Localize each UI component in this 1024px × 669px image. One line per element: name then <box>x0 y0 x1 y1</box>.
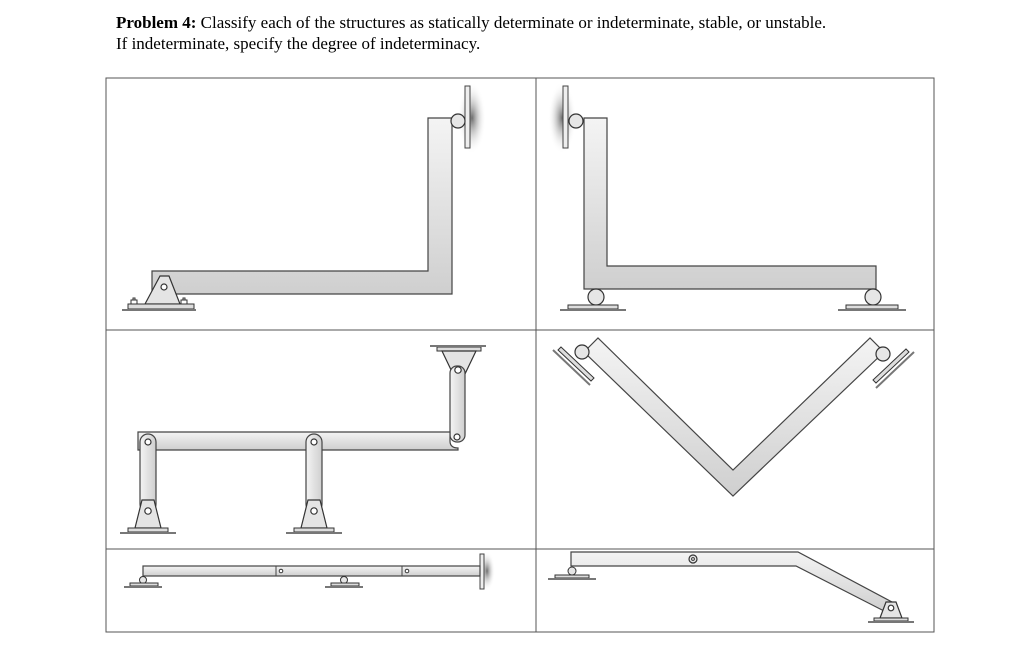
panel-a <box>122 82 486 310</box>
roller <box>140 577 147 584</box>
internal-hinge <box>279 569 283 573</box>
base-plate <box>568 305 618 309</box>
l-frame-member <box>152 118 452 294</box>
panel-b <box>548 82 906 310</box>
pin <box>145 508 151 514</box>
roller <box>568 567 576 575</box>
base-plate <box>555 575 589 578</box>
base-plate <box>846 305 898 309</box>
panel-d <box>553 338 914 496</box>
panel-e <box>124 551 495 591</box>
bolt-icon <box>181 298 187 304</box>
roller <box>569 114 583 128</box>
roller <box>575 345 589 359</box>
base-plate <box>128 528 168 532</box>
problem-line-1-text: Classify each of the structures as statically determinate or indeterminate, stable, or unstable. <box>196 13 827 32</box>
pin <box>311 508 317 514</box>
pin <box>454 434 460 440</box>
roller <box>588 289 604 305</box>
problem-line-2: If indeterminate, specify the degree of indeterminacy. <box>116 34 481 53</box>
l-frame-member <box>584 118 876 289</box>
roller <box>876 347 890 361</box>
v-frame-member <box>584 338 884 496</box>
hanger-link <box>450 366 465 442</box>
internal-hinge-center <box>692 558 695 561</box>
pin <box>145 439 151 445</box>
pin <box>311 439 317 445</box>
base-plate <box>294 528 334 532</box>
pin <box>455 367 461 373</box>
roller <box>341 577 348 584</box>
problem-label: Problem 4: <box>116 13 197 32</box>
panel-c <box>120 346 486 533</box>
roller <box>865 289 881 305</box>
roller <box>451 114 465 128</box>
internal-hinge <box>405 569 409 573</box>
base-plate <box>128 304 194 309</box>
panel-f <box>548 552 914 622</box>
base-plate <box>130 583 158 586</box>
beam <box>138 432 458 450</box>
beam <box>143 566 480 576</box>
bent-beam <box>571 552 892 612</box>
base-plate <box>331 583 359 586</box>
wall-plate <box>563 86 568 148</box>
pin <box>161 284 167 290</box>
bolt-icon <box>131 298 137 304</box>
pin <box>888 605 894 611</box>
wall-plate <box>465 86 470 148</box>
base-plate <box>874 618 908 621</box>
panel-grid <box>106 78 934 632</box>
